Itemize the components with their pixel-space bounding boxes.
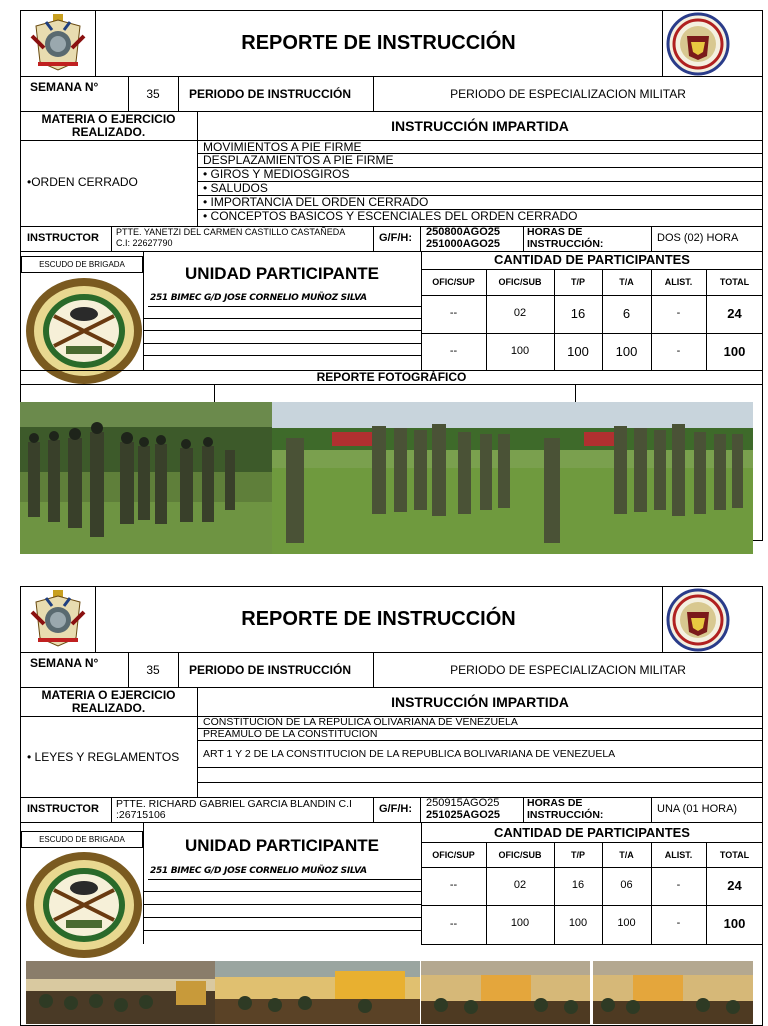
horas-value: UNA (01 HORA) xyxy=(657,803,738,815)
materia-label: MATERIA O EJERCICIO xyxy=(41,688,176,702)
photo-salute xyxy=(272,402,534,554)
brigade-seal-icon xyxy=(665,588,731,652)
photo-classroom xyxy=(26,961,215,1024)
materia-value: • LEYES Y REGLAMENTOS xyxy=(27,750,180,764)
report-title: REPORTE DE INSTRUCCIÓN xyxy=(241,608,516,630)
gfh-end: 251025AGO25 xyxy=(426,809,500,821)
instructor-name: PTTE. YANETZI DEL CARMEN CASTILLO CASTAÑEDA xyxy=(116,227,346,237)
col-ofic-sub: OFIC/SUB xyxy=(498,277,542,287)
gfh-start: 250800AGO25 xyxy=(426,226,500,238)
cantidad-label: CANTIDAD DE PARTICIPANTES xyxy=(494,252,690,267)
col-total: TOTAL xyxy=(719,850,750,860)
materia-label-2: REALIZADO. xyxy=(71,701,146,715)
col-tp: T/P xyxy=(570,277,585,287)
cell-total: 100 xyxy=(723,916,746,931)
gfh-label: G/F/H: xyxy=(379,232,412,244)
semana-value: 35 xyxy=(146,663,160,677)
unidad-value: 251 BIMEC G/D JOSE CORNELIO MUÑOZ SILVA xyxy=(150,866,367,876)
col-alist: ALIST. xyxy=(664,850,693,860)
col-ta: T/A xyxy=(619,277,634,287)
gfh-label: G/F/H: xyxy=(379,803,412,815)
materia-label: MATERIA O EJERCICIO xyxy=(41,112,176,126)
cell: - xyxy=(676,345,681,357)
report-title: REPORTE DE INSTRUCCIÓN xyxy=(241,32,516,54)
semana-label: SEMANA N° xyxy=(30,80,99,94)
col-tp: T/P xyxy=(570,850,585,860)
instructor-name: PTTE. RICHARD GABRIEL GARCIA BLANDIN C.I xyxy=(116,798,352,810)
materia-value: •ORDEN CERRADO xyxy=(27,175,138,189)
horas-value: DOS (02) HORA xyxy=(657,232,739,244)
cell: 02 xyxy=(513,879,527,891)
cell: 100 xyxy=(510,917,530,929)
materia-label-2: REALIZADO. xyxy=(71,125,146,139)
cell: 100 xyxy=(567,344,589,359)
cell: 100 xyxy=(510,345,530,357)
topic-item: CONSTITUCION DE LA REPULICA OLIVARIANA DE VENEZUELA xyxy=(203,716,518,728)
photo-formation xyxy=(20,402,272,554)
unidad-value: 251 BIMEC G/D JOSE CORNELIO MUÑOZ SILVA xyxy=(150,293,367,303)
cell: 100 xyxy=(568,917,588,929)
topic-item: • IMPORTANCIA DEL ORDEN CERRADO xyxy=(203,195,429,209)
cell: - xyxy=(676,879,681,891)
army-emblem-icon xyxy=(26,588,90,650)
foto-label: REPORTE FOTOGRÁFICO xyxy=(316,370,467,384)
instructor-label: INSTRUCTOR xyxy=(27,803,99,815)
cell: 06 xyxy=(620,879,633,891)
cell: - xyxy=(676,917,681,929)
cell-total: 100 xyxy=(723,344,746,359)
cell: -- xyxy=(449,345,458,357)
col-total: TOTAL xyxy=(719,277,750,287)
cell: 16 xyxy=(571,879,585,891)
instructor-ci: :26715106 xyxy=(116,809,166,821)
cell-total: 24 xyxy=(727,306,742,321)
col-ta: T/A xyxy=(619,850,634,860)
periodo-value: PERIODO DE ESPECIALIZACION MILITAR xyxy=(450,663,686,677)
topic-item: • CONCEPTOS BASICOS Y ESCENCIALES DEL ORDEN CERRADO xyxy=(203,209,578,223)
cell: - xyxy=(676,307,681,319)
col-ofic-sub: OFIC/SUB xyxy=(498,850,542,860)
cell: 100 xyxy=(617,917,636,929)
topic-item: ART 1 Y 2 DE LA CONSTITUCION DE LA REPUBLICA BOLIVARIANA DE VENEZUELA xyxy=(203,748,616,760)
cell: -- xyxy=(449,879,458,891)
photo-salute-2 xyxy=(534,402,753,554)
horas-label-2: INSTRUCCIÓN: xyxy=(527,809,604,821)
photo-classroom-2 xyxy=(215,961,420,1024)
cell: 6 xyxy=(622,306,631,321)
brigade-shield-icon xyxy=(24,850,144,960)
horas-label: HORAS DE xyxy=(527,797,583,809)
cell: 02 xyxy=(513,307,527,319)
instructor-label: INSTRUCTOR xyxy=(27,232,99,244)
brigade-seal-icon xyxy=(665,12,731,76)
horas-label: HORAS DE xyxy=(527,226,583,238)
cell-total: 24 xyxy=(727,878,742,893)
cell: -- xyxy=(449,307,458,319)
unidad-label: UNIDAD PARTICIPANTE xyxy=(185,264,379,283)
instructor-ci: C.I: 22627790 xyxy=(116,238,173,248)
topic-item: DESPLAZAMIENTOS A PIE FIRME xyxy=(203,153,394,167)
topic-item: MOVIMIENTOS A PIE FIRME xyxy=(203,140,362,154)
topic-item: • SALUDOS xyxy=(203,181,268,195)
army-emblem-icon xyxy=(26,12,90,74)
semana-value: 35 xyxy=(146,87,160,101)
escudo-label: ESCUDO DE BRIGADA xyxy=(39,835,125,844)
periodo-label: PERIODO DE INSTRUCCIÓN xyxy=(189,87,352,101)
photo-classroom-3 xyxy=(421,961,590,1024)
instruccion-label: INSTRUCCIÓN IMPARTIDA xyxy=(391,694,569,710)
periodo-label: PERIODO DE INSTRUCCIÓN xyxy=(189,663,352,677)
topic-item: • GIROS Y MEDIOSGIROS xyxy=(203,167,350,181)
periodo-value: PERIODO DE ESPECIALIZACION MILITAR xyxy=(450,87,686,101)
cell: 100 xyxy=(615,344,638,359)
horas-label-2: INSTRUCCIÓN: xyxy=(527,238,604,250)
instruccion-label: INSTRUCCIÓN IMPARTIDA xyxy=(391,118,569,134)
unidad-label: UNIDAD PARTICIPANTE xyxy=(185,836,379,855)
col-alist: ALIST. xyxy=(664,277,693,287)
photo-classroom-4 xyxy=(593,961,753,1024)
gfh-start: 250915AGO25 xyxy=(426,797,500,809)
cantidad-label: CANTIDAD DE PARTICIPANTES xyxy=(494,825,690,840)
semana-label: SEMANA N° xyxy=(30,656,99,670)
col-ofic-sup: OFIC/SUP xyxy=(432,277,475,287)
gfh-end: 251000AGO25 xyxy=(426,238,500,250)
topic-item: PREAMULO DE LA CONSTITUCION xyxy=(203,728,378,740)
escudo-label: ESCUDO DE BRIGADA xyxy=(39,260,125,269)
col-ofic-sup: OFIC/SUP xyxy=(432,850,475,860)
cell: 16 xyxy=(570,306,586,321)
cell: -- xyxy=(449,918,458,930)
